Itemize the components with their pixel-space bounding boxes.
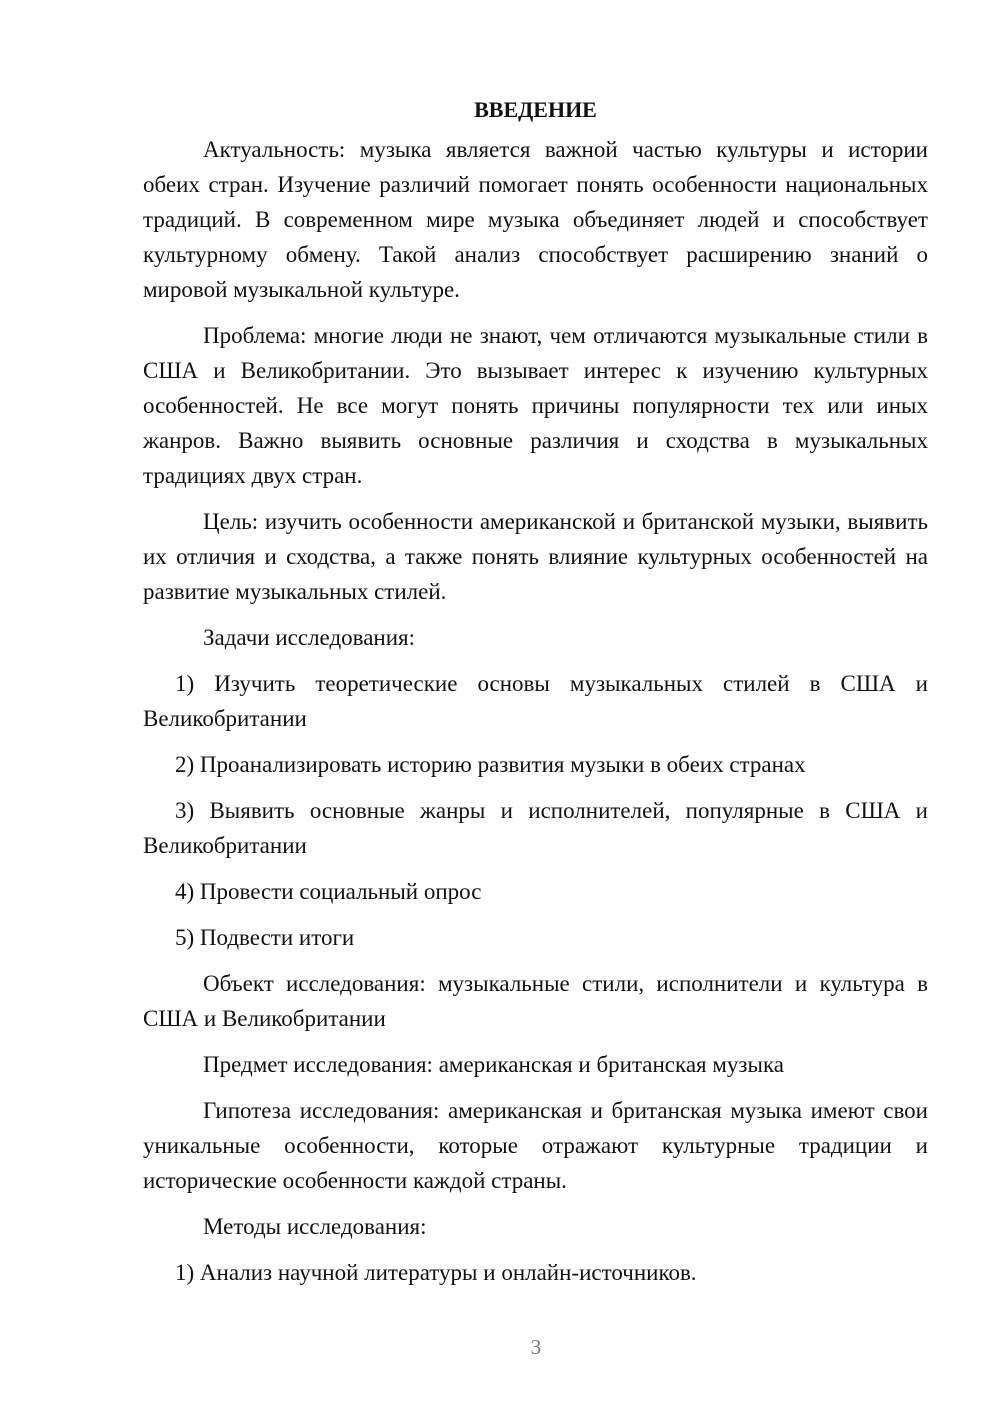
- method-item-1: 1) Анализ научной литературы и онлайн-источников.: [175, 1260, 697, 1285]
- task-item-3: 3) Выявить основные жанры и исполнителей, популярные в США и Великобритании: [143, 798, 928, 858]
- methods-heading: Методы исследования:: [203, 1214, 427, 1239]
- relevance-paragraph: Актуальность: музыка является важной частью культуры и истории обеих стран. Изучение различий помогает понять особенности национальных традиций. В современном мире музыка объединяет людей и способствует культурному обмену. Такой анализ способствует расширению знаний о мировой музыкальной культуре.: [143, 137, 928, 302]
- subject-paragraph: Предмет исследования: американская и британская музыка: [203, 1052, 785, 1077]
- page-title: ВВЕДЕНИЕ: [474, 97, 597, 122]
- goal-paragraph: Цель: изучить особенности американской и британской музыки, выявить их отличия и сходства, а также понять влияние культурных особенностей на развитие музыкальных стилей.: [143, 509, 928, 604]
- task-item-5: 5) Подвести итоги: [175, 925, 355, 950]
- tasks-heading: Задачи исследования:: [203, 625, 416, 650]
- hypothesis-paragraph: Гипотеза исследования: американская и британская музыка имеют свои уникальные особенности, которые отражают культурные традиции и исторические особенности каждой страны.: [143, 1098, 928, 1193]
- task-item-1: 1) Изучить теоретические основы музыкальных стилей в США и Великобритании: [143, 671, 928, 731]
- problem-paragraph: Проблема: многие люди не знают, чем отличаются музыкальные стили в США и Великобритании. Это вызывает интерес к изучению культурных особенностей. Не все могут понять причины популярности тех или иных жанров. Важно выявить основные различия и сходства в музыкальных традициях двух стран.: [143, 323, 928, 488]
- page-content: [143, 92, 928, 1301]
- task-item-2: 2) Проанализировать историю развития музыки в обеих странах: [175, 752, 806, 777]
- task-item-4: 4) Провести социальный опрос: [175, 879, 482, 904]
- object-paragraph: Объект исследования: музыкальные стили, исполнители и культура в США и Великобритании: [143, 971, 928, 1031]
- page-number: 3: [530, 1335, 542, 1359]
